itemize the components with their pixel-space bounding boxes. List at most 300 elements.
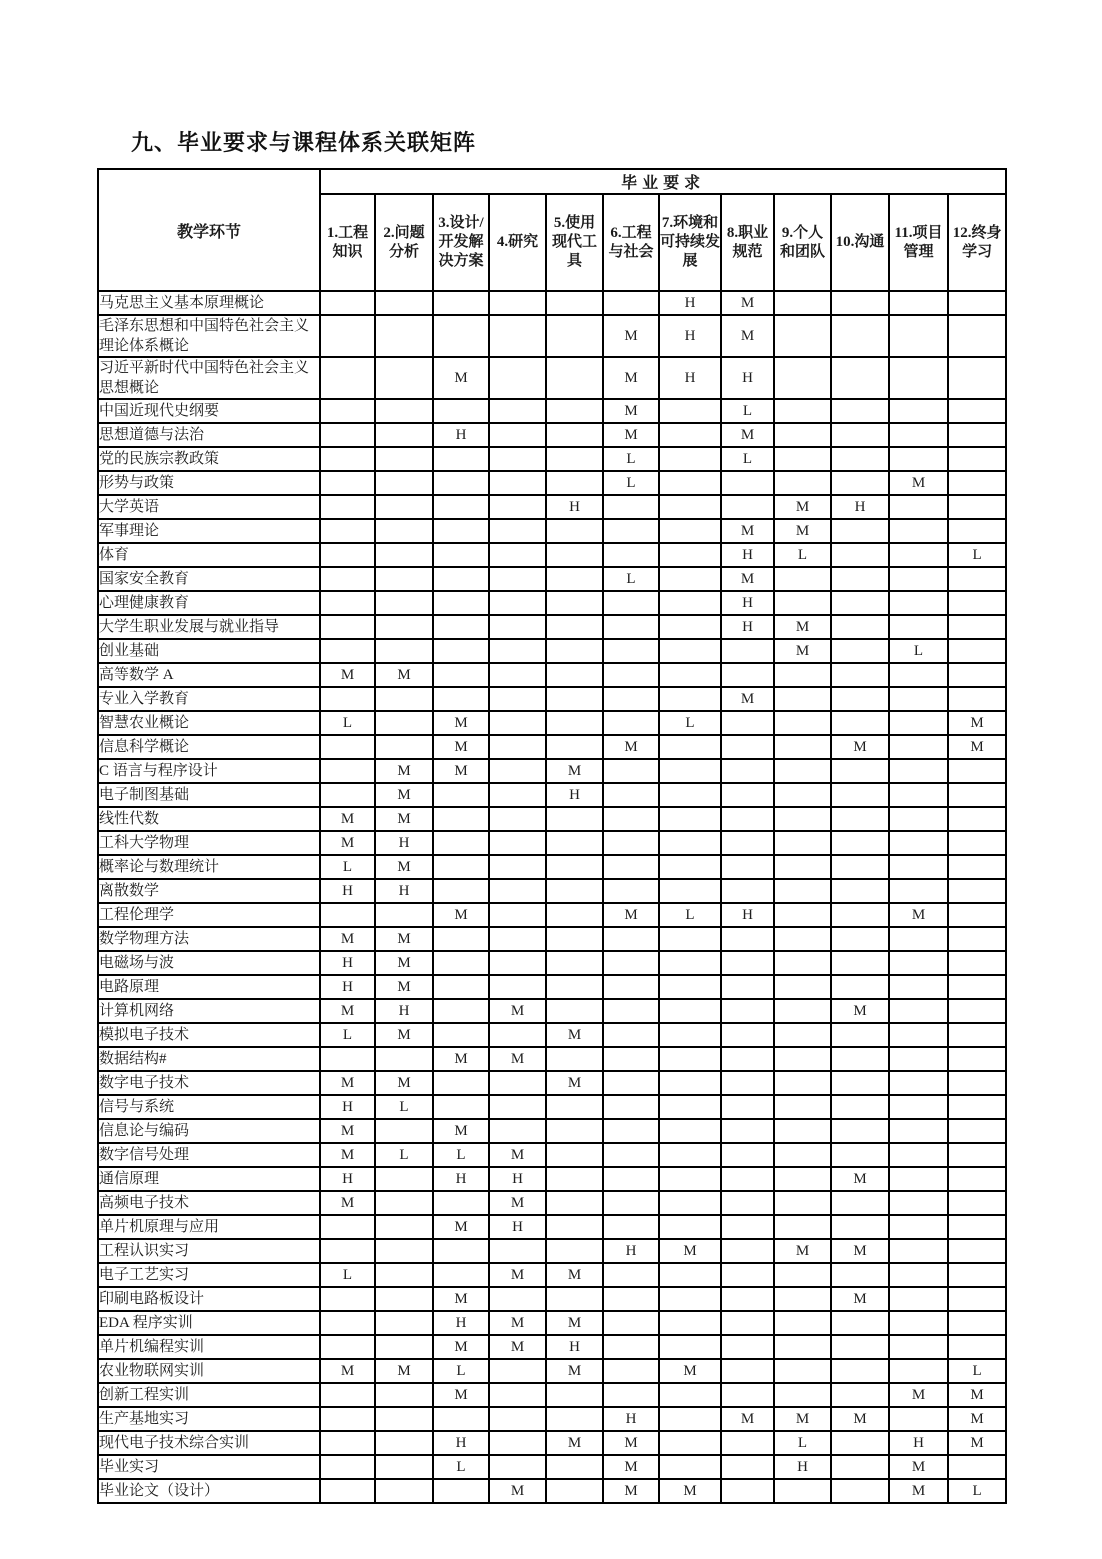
- matrix-cell: [375, 1215, 433, 1239]
- matrix-cell: [948, 1287, 1006, 1311]
- matrix-cell: [603, 1335, 659, 1359]
- matrix-cell: L: [320, 1023, 375, 1047]
- matrix-cell: [889, 975, 948, 999]
- matrix-cell: [774, 1047, 831, 1071]
- matrix-cell: [433, 615, 489, 639]
- matrix-cell: [659, 567, 721, 591]
- matrix-cell: M: [603, 1455, 659, 1479]
- matrix-cell: [948, 1047, 1006, 1071]
- table-row: [98, 291, 1006, 315]
- matrix-cell: [546, 1047, 603, 1071]
- matrix-cell: [659, 663, 721, 687]
- table-header: [98, 169, 1006, 291]
- matrix-cell: [433, 975, 489, 999]
- matrix-cell: [603, 783, 659, 807]
- matrix-cell: M: [774, 519, 831, 543]
- matrix-cell: [603, 1095, 659, 1119]
- matrix-cell: [546, 927, 603, 951]
- page-title: 九、毕业要求与课程体系关联矩阵: [131, 130, 477, 155]
- matrix-cell: [948, 1263, 1006, 1287]
- matrix-cell: [948, 1335, 1006, 1359]
- matrix-cell: [831, 519, 889, 543]
- matrix-cell: [831, 711, 889, 735]
- matrix-cell: [659, 1455, 721, 1479]
- matrix-cell: [375, 291, 433, 315]
- matrix-cell: [375, 315, 433, 357]
- matrix-cell: [603, 519, 659, 543]
- matrix-cell: [774, 855, 831, 879]
- matrix-cell: L: [659, 903, 721, 927]
- matrix-cell: [489, 447, 546, 471]
- matrix-cell: M: [489, 1143, 546, 1167]
- column-header: 10.沟通: [831, 194, 889, 291]
- matrix-cell: [659, 1167, 721, 1191]
- matrix-cell: L: [375, 1095, 433, 1119]
- matrix-cell: [546, 807, 603, 831]
- matrix-cell: [889, 423, 948, 447]
- matrix-cell: [659, 1431, 721, 1455]
- table-row: [98, 543, 1006, 567]
- matrix-cell: [320, 735, 375, 759]
- course-name-cell: 习近平新时代中国特色社会主义思想概论: [98, 357, 320, 399]
- matrix-cell: [320, 1287, 375, 1311]
- matrix-cell: M: [889, 903, 948, 927]
- matrix-cell: [489, 1431, 546, 1455]
- matrix-cell: [831, 1047, 889, 1071]
- matrix-cell: [320, 471, 375, 495]
- matrix-cell: [433, 999, 489, 1023]
- matrix-cell: [774, 1311, 831, 1335]
- matrix-cell: [433, 927, 489, 951]
- matrix-cell: [546, 1407, 603, 1431]
- course-name-cell: 智慧农业概论: [98, 711, 320, 735]
- column-header: 3.设计/开发解决方案: [433, 194, 489, 291]
- matrix-cell: [433, 591, 489, 615]
- matrix-cell: [603, 927, 659, 951]
- matrix-cell: [489, 615, 546, 639]
- matrix-cell: [603, 1311, 659, 1335]
- course-name-cell: 数字信号处理: [98, 1143, 320, 1167]
- matrix-cell: [320, 591, 375, 615]
- matrix-cell: [889, 759, 948, 783]
- matrix-cell: [433, 399, 489, 423]
- matrix-cell: M: [546, 759, 603, 783]
- matrix-cell: [889, 831, 948, 855]
- matrix-cell: M: [375, 1359, 433, 1383]
- course-name-cell: 单片机编程实训: [98, 1335, 320, 1359]
- matrix-cell: [721, 831, 774, 855]
- course-name-cell: 军事理论: [98, 519, 320, 543]
- matrix-cell: M: [375, 1071, 433, 1095]
- table-row: [98, 1095, 1006, 1119]
- matrix-cell: H: [433, 1167, 489, 1191]
- table-row: [98, 615, 1006, 639]
- table-row: [98, 1047, 1006, 1071]
- matrix-cell: M: [433, 1335, 489, 1359]
- matrix-cell: [546, 1191, 603, 1215]
- table-row: [98, 1287, 1006, 1311]
- matrix-cell: [774, 399, 831, 423]
- matrix-cell: L: [603, 471, 659, 495]
- column-header: 8.职业规范: [721, 194, 774, 291]
- course-name-cell: 离散数学: [98, 879, 320, 903]
- table-row: [98, 315, 1006, 357]
- matrix-cell: [721, 1143, 774, 1167]
- table-row: [98, 1431, 1006, 1455]
- matrix-cell: [774, 1191, 831, 1215]
- table-row: [98, 567, 1006, 591]
- matrix-cell: [433, 1023, 489, 1047]
- matrix-cell: [774, 663, 831, 687]
- matrix-cell: M: [831, 1407, 889, 1431]
- course-name-cell: 体育: [98, 543, 320, 567]
- matrix-cell: H: [433, 423, 489, 447]
- matrix-cell: [889, 1311, 948, 1335]
- matrix-cell: [721, 999, 774, 1023]
- matrix-cell: [889, 1287, 948, 1311]
- matrix-cell: [948, 495, 1006, 519]
- matrix-cell: [721, 1455, 774, 1479]
- matrix-cell: [546, 1215, 603, 1239]
- matrix-cell: [889, 1143, 948, 1167]
- matrix-cell: M: [889, 471, 948, 495]
- matrix-cell: [948, 927, 1006, 951]
- matrix-cell: [603, 951, 659, 975]
- matrix-cell: [375, 447, 433, 471]
- table-row: [98, 471, 1006, 495]
- matrix-cell: [603, 1167, 659, 1191]
- course-name-cell: 通信原理: [98, 1167, 320, 1191]
- table-row: [98, 735, 1006, 759]
- matrix-cell: [375, 357, 433, 399]
- course-name-cell: 专业入学教育: [98, 687, 320, 711]
- matrix-cell: M: [489, 1191, 546, 1215]
- matrix-cell: H: [320, 975, 375, 999]
- course-name-cell: 信息论与编码: [98, 1119, 320, 1143]
- matrix-cell: [948, 1167, 1006, 1191]
- course-name-cell: 计算机网络: [98, 999, 320, 1023]
- matrix-cell: [774, 291, 831, 315]
- matrix-cell: H: [320, 1167, 375, 1191]
- matrix-cell: [831, 423, 889, 447]
- matrix-cell: M: [375, 927, 433, 951]
- table-row: [98, 807, 1006, 831]
- matrix-cell: [721, 927, 774, 951]
- matrix-cell: [721, 783, 774, 807]
- table-row: [98, 1215, 1006, 1239]
- matrix-cell: [603, 543, 659, 567]
- course-name-cell: 大学英语: [98, 495, 320, 519]
- matrix-cell: [489, 927, 546, 951]
- matrix-cell: [433, 1095, 489, 1119]
- matrix-cell: [948, 423, 1006, 447]
- matrix-cell: [659, 1311, 721, 1335]
- matrix-cell: [489, 831, 546, 855]
- matrix-cell: [603, 1263, 659, 1287]
- matrix-cell: M: [889, 1383, 948, 1407]
- matrix-cell: [831, 687, 889, 711]
- matrix-cell: [721, 975, 774, 999]
- matrix-cell: M: [721, 1407, 774, 1431]
- matrix-cell: [659, 783, 721, 807]
- matrix-cell: [375, 567, 433, 591]
- matrix-cell: [489, 687, 546, 711]
- matrix-cell: [831, 759, 889, 783]
- matrix-cell: [889, 291, 948, 315]
- matrix-cell: M: [546, 1359, 603, 1383]
- matrix-cell: [948, 951, 1006, 975]
- matrix-cell: [659, 807, 721, 831]
- matrix-cell: [320, 357, 375, 399]
- matrix-cell: [546, 1119, 603, 1143]
- matrix-cell: [546, 1479, 603, 1503]
- matrix-cell: [831, 1383, 889, 1407]
- matrix-cell: [831, 1143, 889, 1167]
- matrix-cell: [774, 1023, 831, 1047]
- matrix-cell: [774, 807, 831, 831]
- course-name-cell: 概率论与数理统计: [98, 855, 320, 879]
- matrix-cell: [320, 783, 375, 807]
- matrix-cell: [489, 951, 546, 975]
- matrix-cell: [603, 1287, 659, 1311]
- matrix-cell: [774, 1263, 831, 1287]
- course-name-cell: 工程认识实习: [98, 1239, 320, 1263]
- matrix-cell: [889, 315, 948, 357]
- column-header: 9.个人和团队: [774, 194, 831, 291]
- matrix-cell: [721, 663, 774, 687]
- matrix-cell: [831, 591, 889, 615]
- course-name-cell: C 语言与程序设计: [98, 759, 320, 783]
- matrix-cell: H: [320, 879, 375, 903]
- matrix-cell: [320, 1407, 375, 1431]
- matrix-cell: [603, 1383, 659, 1407]
- table-row: [98, 591, 1006, 615]
- matrix-cell: [721, 1167, 774, 1191]
- matrix-cell: [603, 1215, 659, 1239]
- matrix-cell: [721, 807, 774, 831]
- matrix-cell: [889, 783, 948, 807]
- matrix-cell: [721, 1239, 774, 1263]
- matrix-cell: M: [603, 1431, 659, 1455]
- course-name-cell: 中国近现代史纲要: [98, 399, 320, 423]
- matrix-cell: [889, 591, 948, 615]
- table-row: [98, 1239, 1006, 1263]
- matrix-cell: [659, 975, 721, 999]
- matrix-cell: [659, 759, 721, 783]
- matrix-cell: [375, 1047, 433, 1071]
- table-row: [98, 447, 1006, 471]
- matrix-cell: [659, 591, 721, 615]
- matrix-cell: [433, 1263, 489, 1287]
- matrix-cell: [774, 1335, 831, 1359]
- matrix-cell: [433, 951, 489, 975]
- matrix-cell: L: [375, 1143, 433, 1167]
- matrix-cell: [546, 831, 603, 855]
- table-row: [98, 687, 1006, 711]
- matrix-cell: M: [774, 639, 831, 663]
- matrix-cell: [889, 1335, 948, 1359]
- matrix-cell: [889, 999, 948, 1023]
- matrix-cell: [948, 291, 1006, 315]
- matrix-cell: [375, 495, 433, 519]
- matrix-cell: H: [659, 315, 721, 357]
- matrix-cell: M: [721, 291, 774, 315]
- course-name-cell: EDA 程序实训: [98, 1311, 320, 1335]
- matrix-cell: [948, 831, 1006, 855]
- matrix-cell: L: [603, 567, 659, 591]
- matrix-cell: H: [659, 357, 721, 399]
- matrix-cell: [774, 447, 831, 471]
- matrix-cell: [489, 1071, 546, 1095]
- matrix-cell: [889, 567, 948, 591]
- matrix-cell: [889, 399, 948, 423]
- table-row: [98, 1455, 1006, 1479]
- matrix-cell: [948, 1095, 1006, 1119]
- matrix-cell: [546, 543, 603, 567]
- matrix-cell: [774, 1287, 831, 1311]
- matrix-cell: M: [375, 855, 433, 879]
- matrix-cell: [489, 399, 546, 423]
- table-row: [98, 951, 1006, 975]
- matrix-cell: [546, 879, 603, 903]
- matrix-cell: [546, 975, 603, 999]
- matrix-cell: H: [320, 1095, 375, 1119]
- matrix-cell: [603, 855, 659, 879]
- matrix-cell: [375, 1191, 433, 1215]
- matrix-cell: H: [489, 1215, 546, 1239]
- matrix-cell: [831, 1071, 889, 1095]
- matrix-cell: [546, 951, 603, 975]
- matrix-cell: [489, 903, 546, 927]
- matrix-cell: M: [659, 1239, 721, 1263]
- matrix-cell: [889, 1167, 948, 1191]
- table-row: [98, 879, 1006, 903]
- matrix-cell: M: [489, 1479, 546, 1503]
- matrix-cell: [889, 1263, 948, 1287]
- table-row: [98, 1407, 1006, 1431]
- matrix-cell: [831, 663, 889, 687]
- matrix-cell: H: [721, 591, 774, 615]
- matrix-cell: [774, 879, 831, 903]
- matrix-cell: [659, 1383, 721, 1407]
- matrix-cell: [546, 855, 603, 879]
- course-name-cell: 创新工程实训: [98, 1383, 320, 1407]
- matrix-cell: M: [948, 1383, 1006, 1407]
- matrix-cell: [375, 1263, 433, 1287]
- matrix-cell: [489, 315, 546, 357]
- matrix-cell: [489, 1359, 546, 1383]
- course-name-cell: 毕业实习: [98, 1455, 320, 1479]
- matrix-cell: [831, 1215, 889, 1239]
- table-row: [98, 927, 1006, 951]
- matrix-cell: [546, 1455, 603, 1479]
- matrix-cell: [774, 711, 831, 735]
- matrix-cell: M: [489, 999, 546, 1023]
- matrix-cell: [831, 399, 889, 423]
- matrix-cell: [659, 1047, 721, 1071]
- matrix-cell: [659, 1119, 721, 1143]
- matrix-cell: [603, 975, 659, 999]
- matrix-cell: [546, 315, 603, 357]
- matrix-cell: [889, 1215, 948, 1239]
- matrix-cell: [721, 1479, 774, 1503]
- matrix-cell: [889, 519, 948, 543]
- matrix-table: [97, 168, 1007, 1504]
- matrix-cell: L: [659, 711, 721, 735]
- matrix-cell: [721, 1095, 774, 1119]
- matrix-cell: [831, 567, 889, 591]
- matrix-cell: [546, 663, 603, 687]
- column-header: 5.使用现代工具: [546, 194, 603, 291]
- matrix-cell: [320, 1431, 375, 1455]
- matrix-cell: [489, 519, 546, 543]
- matrix-cell: [831, 927, 889, 951]
- matrix-cell: [659, 471, 721, 495]
- matrix-cell: [774, 315, 831, 357]
- group-header: 毕业要求: [320, 169, 1006, 194]
- matrix-cell: [603, 495, 659, 519]
- matrix-cell: [659, 1215, 721, 1239]
- matrix-cell: [546, 357, 603, 399]
- matrix-cell: [948, 759, 1006, 783]
- matrix-cell: [659, 1263, 721, 1287]
- matrix-cell: [433, 879, 489, 903]
- matrix-cell: L: [320, 855, 375, 879]
- matrix-cell: [433, 519, 489, 543]
- matrix-cell: [948, 1311, 1006, 1335]
- matrix-cell: [831, 855, 889, 879]
- matrix-cell: [774, 471, 831, 495]
- matrix-cell: H: [546, 1335, 603, 1359]
- matrix-cell: [948, 447, 1006, 471]
- matrix-cell: H: [721, 357, 774, 399]
- matrix-cell: [489, 567, 546, 591]
- matrix-cell: [721, 1311, 774, 1335]
- matrix-cell: [375, 1167, 433, 1191]
- matrix-cell: M: [603, 903, 659, 927]
- matrix-cell: [489, 1119, 546, 1143]
- matrix-cell: [489, 855, 546, 879]
- matrix-cell: [433, 807, 489, 831]
- matrix-cell: [433, 1239, 489, 1263]
- matrix-cell: [831, 1311, 889, 1335]
- matrix-cell: L: [889, 639, 948, 663]
- matrix-cell: [489, 291, 546, 315]
- matrix-cell: [948, 903, 1006, 927]
- matrix-cell: [489, 1407, 546, 1431]
- matrix-cell: [546, 423, 603, 447]
- matrix-cell: [375, 1431, 433, 1455]
- course-name-cell: 电磁场与波: [98, 951, 320, 975]
- matrix-cell: [721, 759, 774, 783]
- matrix-cell: [489, 1239, 546, 1263]
- matrix-cell: [659, 615, 721, 639]
- matrix-cell: H: [489, 1167, 546, 1191]
- matrix-cell: [433, 1191, 489, 1215]
- matrix-cell: [433, 1071, 489, 1095]
- matrix-cell: [721, 1431, 774, 1455]
- matrix-cell: [375, 471, 433, 495]
- matrix-cell: [546, 1167, 603, 1191]
- matrix-cell: [320, 687, 375, 711]
- matrix-cell: H: [375, 879, 433, 903]
- matrix-cell: [659, 951, 721, 975]
- matrix-cell: M: [774, 1239, 831, 1263]
- course-name-cell: 信息科学概论: [98, 735, 320, 759]
- matrix-cell: [320, 543, 375, 567]
- matrix-cell: [774, 1143, 831, 1167]
- matrix-cell: [659, 639, 721, 663]
